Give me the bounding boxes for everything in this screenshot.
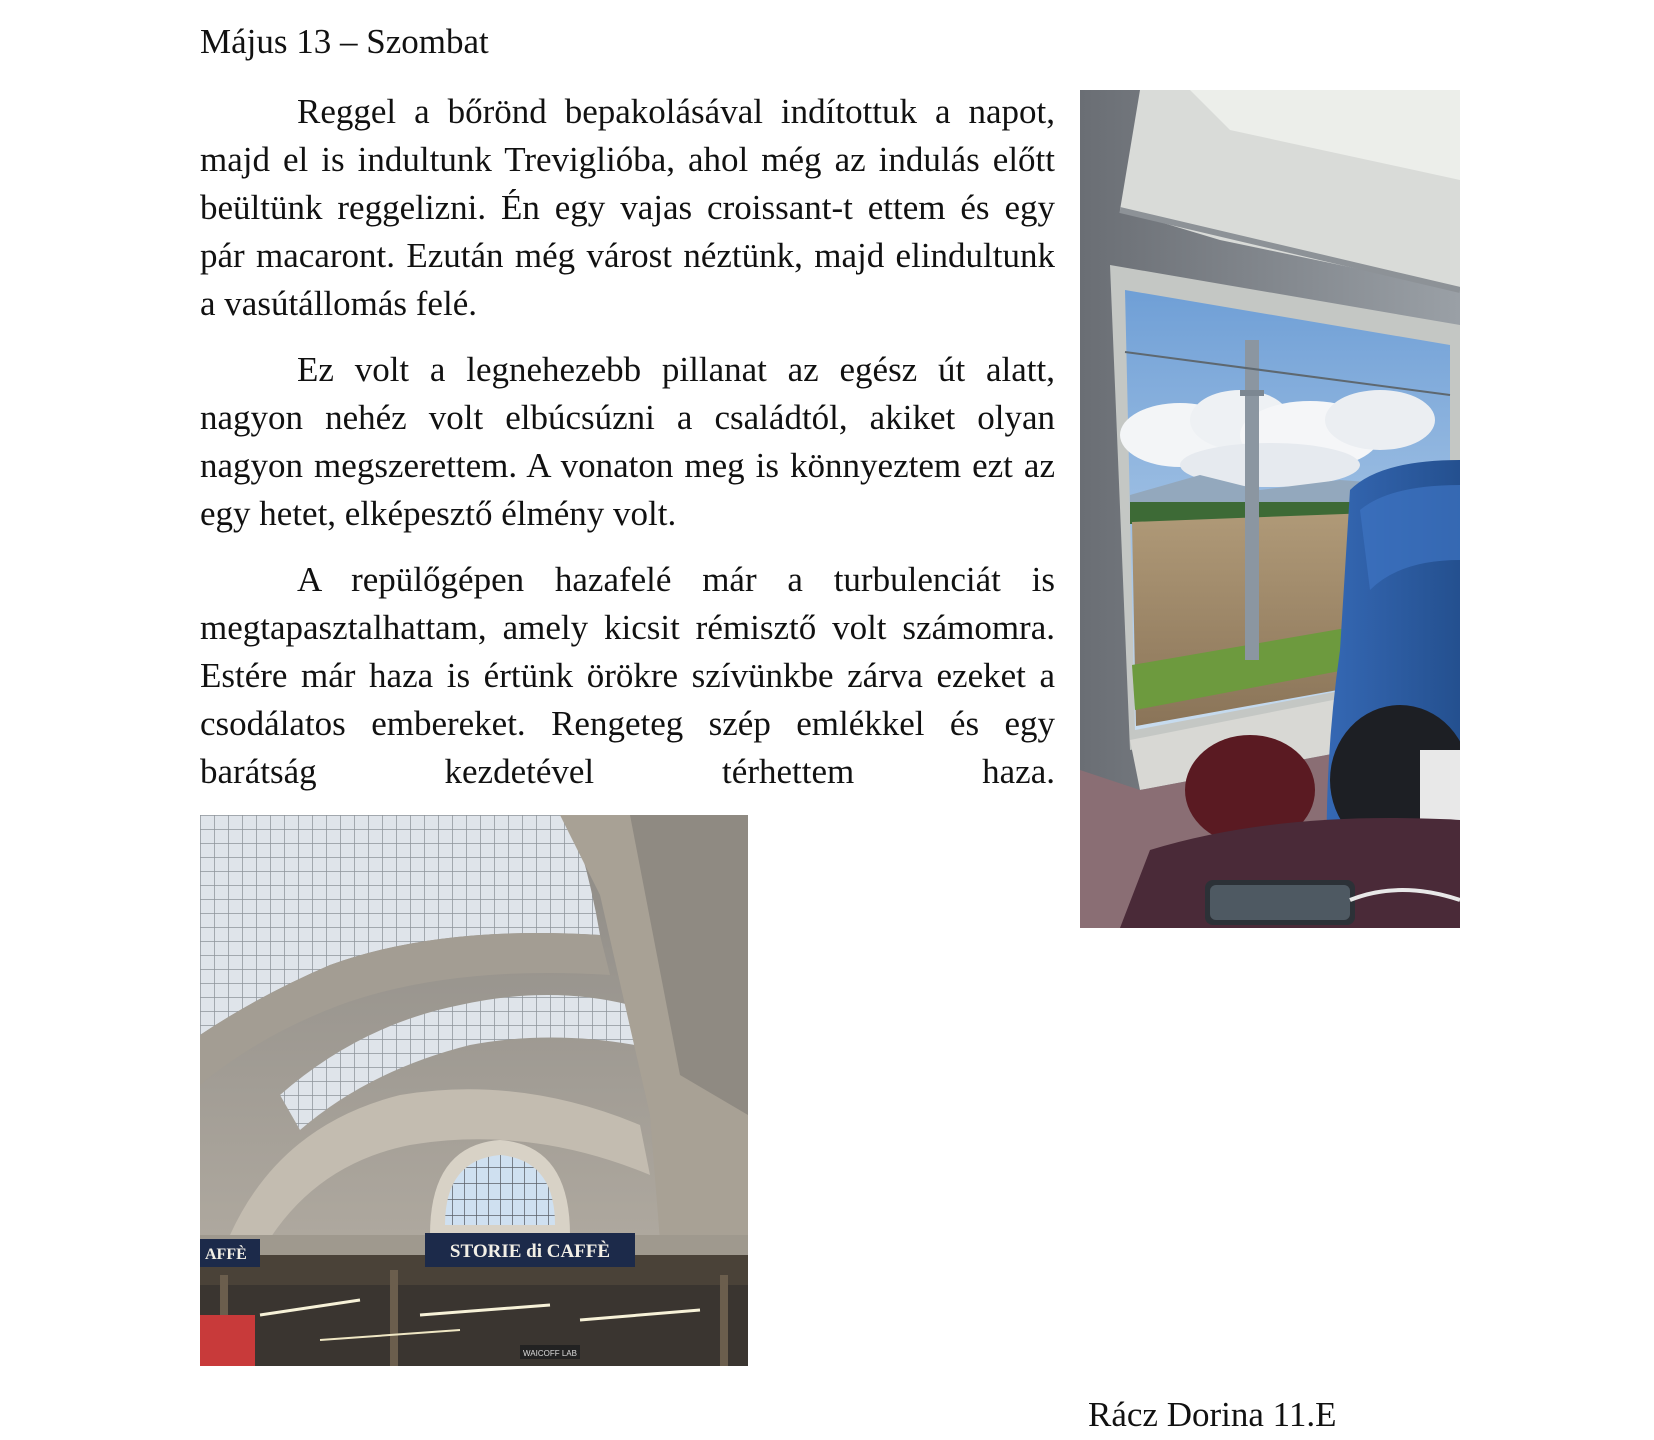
station-side-sign: AFFÈ [205,1246,247,1263]
paragraph-3: A repülőgépen hazafelé már a turbulenciát is megtapasztalhattam, amely kicsit rémisztő volt számomra. Estére már haza is értünk örökre szívünkbe zárva ezeket a csodálatos embereket. Rengeteg szép emlékkel és egy barátság kezdetével térhettem haza. [200,560,1055,791]
diary-text [200,88,1055,814]
paragraph-1: Reggel a bőrönd bepakolásával indítottuk a napot, majd el is indultunk Treviglióba, ahol még az indulás előtt beültünk reggelizni. Én egy vajas croissant-t ettem és egy pár macaront. Ezután még várost néztünk, majd elindultunk a vasútállomás felé. [200,92,1055,323]
date-heading: Május 13 – Szombat [200,22,489,61]
train-window-photo [1080,90,1460,928]
paragraph-2: Ez volt a legnehezebb pillanat az egész út alatt, nagyon nehéz volt elbúcsúzni a családtól, akiket olyan nagyon megszerettem. A vonaton meg is könnyeztem ezt az egy hetet, elképesztő élmény volt. [200,350,1055,533]
author-signature: Rácz Dorina 11.E [1088,1395,1337,1434]
station-small-sign: WAICOFF LAB [523,1349,577,1358]
station-sign: STORIE di CAFFÈ [449,1241,611,1262]
station-hall-photo [200,815,748,1366]
